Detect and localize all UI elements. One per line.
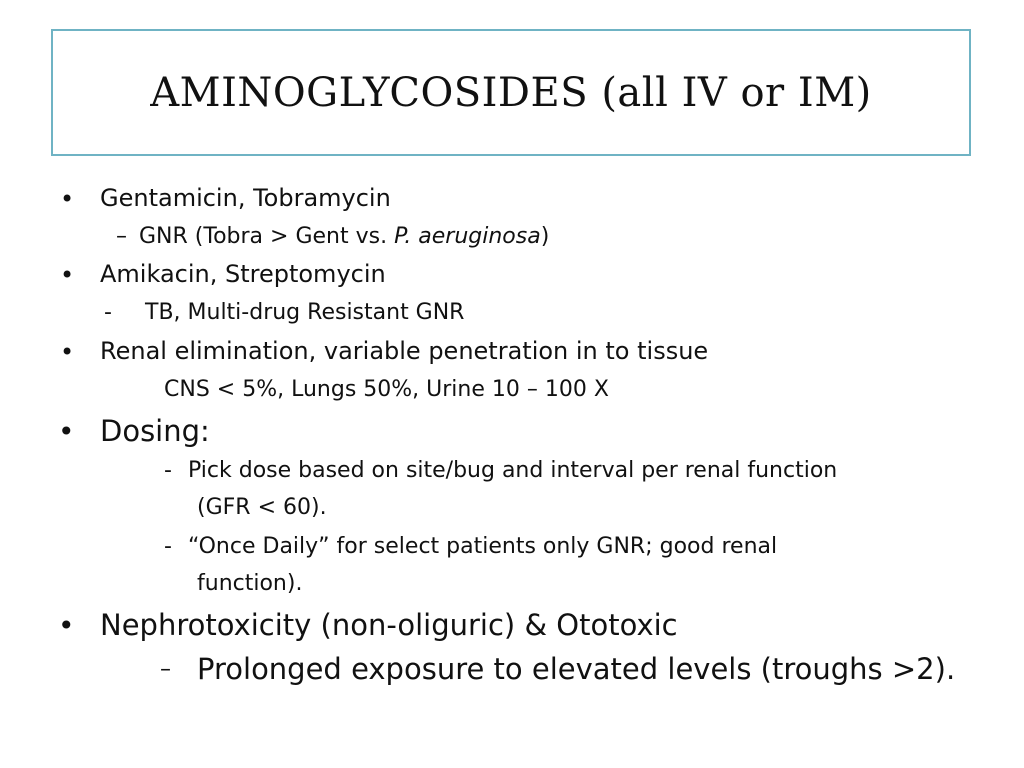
bullet-4-sub-2-line1: “Once Daily” for select patients only GNR; good renal (188, 534, 778, 559)
bullet-1-sub-marker: – (116, 224, 127, 249)
slide-title: AMINOGLYCOSIDES (all IV or IM) (150, 70, 872, 116)
bullet-2-sub-marker: - (104, 300, 112, 325)
bullet-2-marker: • (60, 261, 75, 289)
bullet-5-marker: • (58, 609, 75, 642)
bullet-4-sub-1-line1: Pick dose based on site/bug and interval per renal function (188, 458, 838, 483)
bullet-4-sub-1-marker: - (164, 458, 172, 483)
bullet-1-sub-suffix: ) (540, 224, 550, 249)
bullet-1-sub (116, 223, 549, 251)
bullet-3-text: Renal elimination, variable penetration in to tissue (100, 337, 709, 365)
title-box (51, 29, 971, 156)
bullet-4-text: Dosing: (100, 414, 210, 448)
bullet-4-sub-1-line2: (GFR < 60). (197, 495, 327, 520)
bullet-5-text: Nephrotoxicity (non-oliguric) & Ototoxic (100, 608, 678, 642)
bullet-2-text: Amikacin, Streptomycin (100, 260, 386, 288)
bullet-5-sub-marker: – (160, 657, 171, 682)
bullet-1-sub-prefix: GNR (Tobra > Gent vs. (139, 224, 395, 249)
bullet-4-sub-2-marker: - (164, 534, 172, 559)
bullet-1-marker: • (60, 185, 75, 213)
bullet-1-sub-italic: P. aeruginosa (394, 224, 541, 249)
bullet-2-sub-text: TB, Multi-drug Resistant GNR (145, 300, 465, 325)
bullet-5-sub-text: Prolonged exposure to elevated levels (troughs >2). (197, 652, 956, 686)
bullet-4-sub-2-line2: function). (197, 571, 303, 596)
bullet-3-marker: • (60, 338, 75, 366)
bullet-3-sub-text: CNS < 5%, Lungs 50%, Urine 10 – 100 X (164, 377, 609, 402)
bullet-1-text: Gentamicin, Tobramycin (100, 184, 391, 212)
bullet-4-marker: • (58, 415, 75, 448)
